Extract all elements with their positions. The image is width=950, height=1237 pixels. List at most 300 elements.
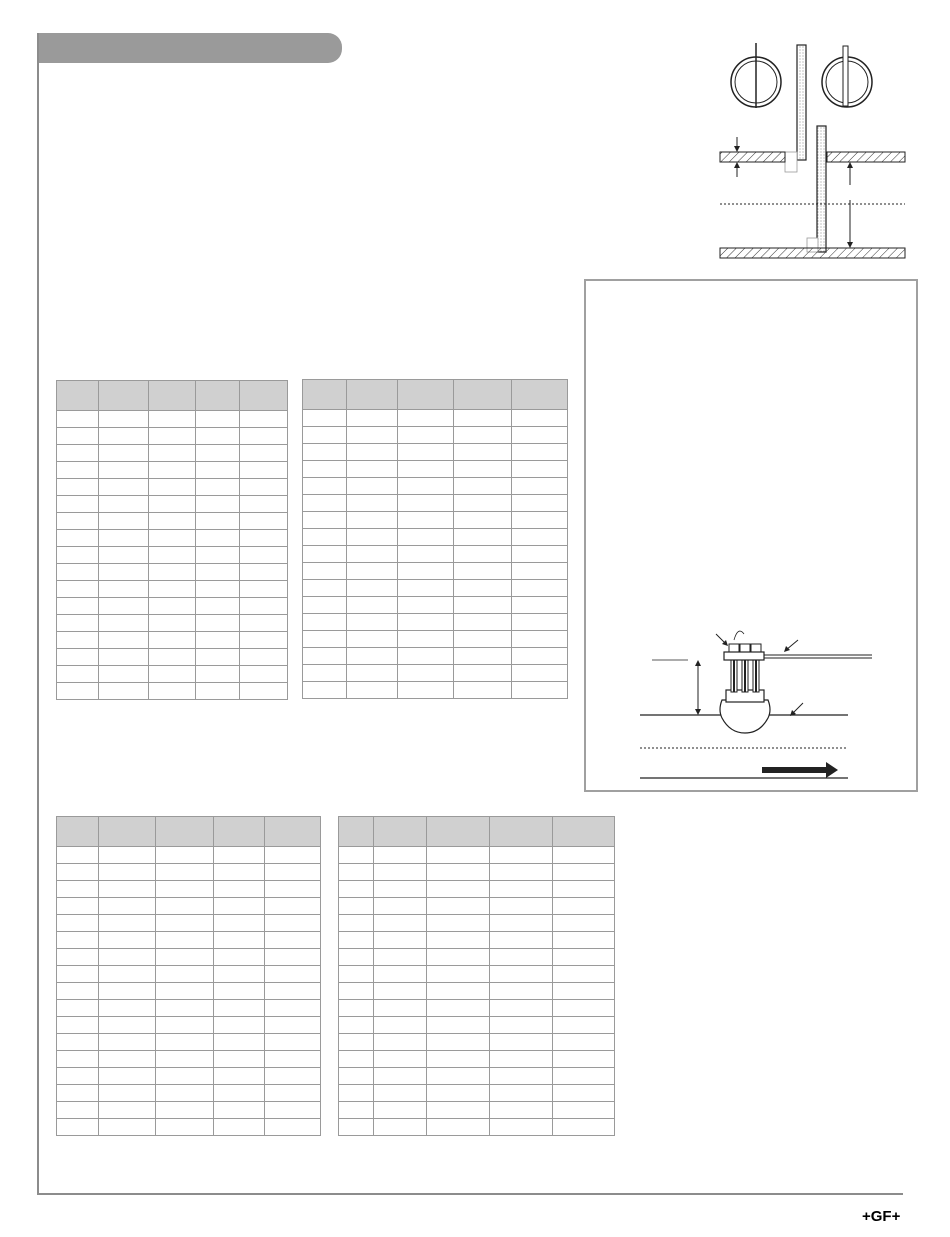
table-cell xyxy=(240,615,288,632)
table-cell xyxy=(57,932,99,949)
table-cell xyxy=(303,495,347,512)
table-cell xyxy=(156,1102,214,1119)
table-cell xyxy=(339,983,374,1000)
table-row xyxy=(303,444,568,461)
table-row xyxy=(57,966,321,983)
spec-table-bottom-left xyxy=(56,816,321,1136)
table-cell xyxy=(454,563,512,580)
table-cell xyxy=(303,478,347,495)
table-cell xyxy=(454,427,512,444)
table-cell xyxy=(374,915,427,932)
table-cell xyxy=(374,932,427,949)
table-cell xyxy=(99,496,149,513)
table-cell xyxy=(57,462,99,479)
table-cell xyxy=(490,1068,553,1085)
table-cell xyxy=(454,529,512,546)
table-cell xyxy=(149,581,196,598)
table-row xyxy=(57,496,288,513)
table-cell xyxy=(427,1051,490,1068)
table-cell xyxy=(512,495,568,512)
table-cell xyxy=(512,563,568,580)
table-row xyxy=(57,428,288,445)
table-cell xyxy=(99,1034,156,1051)
table-cell xyxy=(512,631,568,648)
table-cell xyxy=(398,614,454,631)
table-row xyxy=(57,581,288,598)
table-cell xyxy=(303,529,347,546)
table-cell xyxy=(398,546,454,563)
table-cell xyxy=(490,898,553,915)
table-cell xyxy=(156,864,214,881)
table-cell xyxy=(512,665,568,682)
table-row xyxy=(57,615,288,632)
table-cell xyxy=(303,665,347,682)
table-cell xyxy=(427,1102,490,1119)
table-cell xyxy=(454,580,512,597)
table-cell xyxy=(454,444,512,461)
table-row xyxy=(339,1017,615,1034)
table-row xyxy=(339,949,615,966)
table-cell xyxy=(99,1017,156,1034)
table-cell xyxy=(303,410,347,427)
table-row xyxy=(339,881,615,898)
table-cell xyxy=(99,683,149,700)
table-cell xyxy=(398,631,454,648)
table-cell xyxy=(374,1034,427,1051)
table-cell xyxy=(265,847,321,864)
table-cell xyxy=(196,530,240,547)
table-cell xyxy=(57,411,99,428)
table-cell xyxy=(265,949,321,966)
table-cell xyxy=(553,915,615,932)
table-row xyxy=(303,614,568,631)
table-cell xyxy=(303,512,347,529)
table-cell xyxy=(57,983,99,1000)
table-cell xyxy=(214,1102,265,1119)
table-row xyxy=(57,1000,321,1017)
table-row xyxy=(303,597,568,614)
table-cell xyxy=(490,1034,553,1051)
table-cell xyxy=(99,564,149,581)
table-cell xyxy=(512,597,568,614)
table-cell xyxy=(339,949,374,966)
table-cell xyxy=(512,461,568,478)
table-cell xyxy=(57,666,99,683)
table-cell xyxy=(99,581,149,598)
table-cell xyxy=(374,966,427,983)
table-cell xyxy=(214,1085,265,1102)
table-cell xyxy=(374,1017,427,1034)
table-cell xyxy=(427,932,490,949)
table-cell xyxy=(347,682,398,699)
table-header-row xyxy=(303,380,568,410)
table-cell xyxy=(156,881,214,898)
table-cell xyxy=(196,411,240,428)
table-cell xyxy=(265,915,321,932)
table-cell xyxy=(347,427,398,444)
table-cell xyxy=(553,1000,615,1017)
table-cell xyxy=(57,496,99,513)
table-cell xyxy=(214,1068,265,1085)
table-cell xyxy=(99,462,149,479)
table-cell xyxy=(454,597,512,614)
table-cell xyxy=(374,847,427,864)
table-cell xyxy=(427,898,490,915)
table-cell xyxy=(398,529,454,546)
table-cell xyxy=(99,983,156,1000)
table-cell xyxy=(339,932,374,949)
table-row xyxy=(339,915,615,932)
table-cell xyxy=(490,915,553,932)
table-cell xyxy=(57,632,99,649)
spec-table-bottom-right xyxy=(338,816,615,1136)
table-row xyxy=(57,445,288,462)
table-row xyxy=(303,427,568,444)
table-row xyxy=(303,512,568,529)
table-cell xyxy=(57,1017,99,1034)
table-cell xyxy=(339,966,374,983)
table-cell xyxy=(553,847,615,864)
table-cell xyxy=(339,881,374,898)
table-cell xyxy=(149,411,196,428)
table-cell xyxy=(156,983,214,1000)
table-cell xyxy=(240,598,288,615)
spec-table-top-left xyxy=(56,380,288,700)
table-cell xyxy=(57,564,99,581)
table-cell xyxy=(339,915,374,932)
table-cell xyxy=(347,665,398,682)
table-cell xyxy=(303,580,347,597)
table-cell xyxy=(347,410,398,427)
table-cell xyxy=(347,648,398,665)
table-cell xyxy=(57,881,99,898)
table-cell xyxy=(196,564,240,581)
table-cell xyxy=(156,1017,214,1034)
table-row xyxy=(339,1119,615,1136)
table-cell xyxy=(99,445,149,462)
table-row xyxy=(303,495,568,512)
table-cell xyxy=(214,847,265,864)
table-row xyxy=(57,932,321,949)
table-cell xyxy=(512,529,568,546)
table-cell xyxy=(149,547,196,564)
table-cell xyxy=(57,864,99,881)
table-cell xyxy=(374,1051,427,1068)
table-cell xyxy=(398,410,454,427)
table-cell xyxy=(490,847,553,864)
table-cell xyxy=(303,648,347,665)
table-cell xyxy=(57,1051,99,1068)
table-row xyxy=(303,461,568,478)
table-row xyxy=(339,1068,615,1085)
table-cell xyxy=(303,563,347,580)
table-cell xyxy=(398,597,454,614)
table-row xyxy=(339,1085,615,1102)
table-cell xyxy=(339,1068,374,1085)
table-cell xyxy=(490,983,553,1000)
table-cell xyxy=(156,949,214,966)
table-cell xyxy=(490,1017,553,1034)
table-cell xyxy=(196,496,240,513)
table-cell xyxy=(196,581,240,598)
table-row xyxy=(303,410,568,427)
table-cell xyxy=(553,983,615,1000)
table-cell xyxy=(149,462,196,479)
table-cell xyxy=(214,932,265,949)
table-cell xyxy=(265,898,321,915)
table-cell xyxy=(265,932,321,949)
table-cell xyxy=(374,983,427,1000)
table-cell xyxy=(196,462,240,479)
table-cell xyxy=(196,513,240,530)
table-cell xyxy=(374,1119,427,1136)
table-row xyxy=(57,649,288,666)
table-cell xyxy=(512,427,568,444)
table-row xyxy=(303,546,568,563)
table-cell xyxy=(57,915,99,932)
table-cell xyxy=(214,983,265,1000)
bottom-rule xyxy=(37,1193,903,1195)
table-cell xyxy=(347,631,398,648)
table-cell xyxy=(398,512,454,529)
table-cell xyxy=(303,461,347,478)
table-cell xyxy=(99,598,149,615)
table-cell xyxy=(196,547,240,564)
table-cell xyxy=(454,682,512,699)
table-cell xyxy=(553,932,615,949)
table-row xyxy=(339,983,615,1000)
table-cell xyxy=(240,649,288,666)
table-cell xyxy=(57,1102,99,1119)
table-row xyxy=(57,666,288,683)
table-cell xyxy=(512,478,568,495)
table-cell xyxy=(265,966,321,983)
table-cell xyxy=(347,597,398,614)
table-row xyxy=(57,547,288,564)
table-cell xyxy=(512,648,568,665)
table-row xyxy=(339,898,615,915)
table-cell xyxy=(398,648,454,665)
table-cell xyxy=(303,682,347,699)
table-cell xyxy=(57,530,99,547)
table-cell xyxy=(339,1119,374,1136)
table-row xyxy=(339,1034,615,1051)
table-cell xyxy=(196,649,240,666)
table-row xyxy=(57,632,288,649)
table-cell xyxy=(427,847,490,864)
table-cell xyxy=(490,1102,553,1119)
table-cell xyxy=(99,1068,156,1085)
table-cell xyxy=(240,513,288,530)
table-cell xyxy=(265,881,321,898)
table-cell xyxy=(303,427,347,444)
table-cell xyxy=(214,949,265,966)
table-cell xyxy=(427,966,490,983)
table-cell xyxy=(57,547,99,564)
table-cell xyxy=(149,598,196,615)
table-cell xyxy=(99,932,156,949)
table-cell xyxy=(156,1034,214,1051)
table-cell xyxy=(57,428,99,445)
table-row xyxy=(57,1051,321,1068)
table-cell xyxy=(265,1051,321,1068)
table-cell xyxy=(149,615,196,632)
table-cell xyxy=(347,495,398,512)
table-cell xyxy=(339,847,374,864)
table-cell xyxy=(347,546,398,563)
table-cell xyxy=(339,898,374,915)
table-cell xyxy=(265,1102,321,1119)
table-cell xyxy=(156,898,214,915)
pipe-insertion-diagram-icon xyxy=(715,40,915,270)
table-row xyxy=(57,949,321,966)
table-row xyxy=(339,847,615,864)
table-cell xyxy=(57,847,99,864)
table-cell xyxy=(149,513,196,530)
table-cell xyxy=(303,546,347,563)
table-row xyxy=(57,530,288,547)
table-cell xyxy=(240,479,288,496)
table-cell xyxy=(553,949,615,966)
brand-logo: +GF+ xyxy=(862,1208,901,1225)
table-cell xyxy=(57,445,99,462)
table-cell xyxy=(347,614,398,631)
table-cell xyxy=(398,682,454,699)
table-cell xyxy=(347,563,398,580)
table-cell xyxy=(553,864,615,881)
table-cell xyxy=(265,1119,321,1136)
table-row xyxy=(339,1000,615,1017)
table-cell xyxy=(553,898,615,915)
table-cell xyxy=(553,1017,615,1034)
table-cell xyxy=(374,881,427,898)
table-cell xyxy=(240,445,288,462)
table-cell xyxy=(454,461,512,478)
table-cell xyxy=(156,932,214,949)
table-cell xyxy=(57,513,99,530)
left-margin-rule xyxy=(37,33,39,1195)
table-cell xyxy=(196,445,240,462)
table-cell xyxy=(149,496,196,513)
table-cell xyxy=(99,1119,156,1136)
table-cell xyxy=(427,983,490,1000)
section-title-tab xyxy=(38,33,342,63)
table-header-row xyxy=(57,817,321,847)
table-cell xyxy=(149,683,196,700)
table-cell xyxy=(240,632,288,649)
table-cell xyxy=(454,665,512,682)
table-cell xyxy=(553,966,615,983)
table-cell xyxy=(265,1085,321,1102)
table-cell xyxy=(427,915,490,932)
table-cell xyxy=(490,1085,553,1102)
table-row xyxy=(303,665,568,682)
table-cell xyxy=(149,632,196,649)
table-cell xyxy=(347,444,398,461)
table-cell xyxy=(99,949,156,966)
table-cell xyxy=(454,546,512,563)
table-cell xyxy=(196,666,240,683)
table-cell xyxy=(57,898,99,915)
table-cell xyxy=(214,1000,265,1017)
table-cell xyxy=(196,632,240,649)
table-cell xyxy=(265,1000,321,1017)
table-cell xyxy=(454,648,512,665)
table-cell xyxy=(303,631,347,648)
table-cell xyxy=(214,881,265,898)
table-cell xyxy=(99,530,149,547)
table-cell xyxy=(214,864,265,881)
table-cell xyxy=(240,666,288,683)
table-row xyxy=(57,864,321,881)
table-cell xyxy=(490,966,553,983)
table-cell xyxy=(553,1102,615,1119)
table-cell xyxy=(454,478,512,495)
table-cell xyxy=(427,1017,490,1034)
table-cell xyxy=(398,427,454,444)
table-cell xyxy=(99,666,149,683)
table-cell xyxy=(454,495,512,512)
table-cell xyxy=(347,512,398,529)
table-cell xyxy=(57,1085,99,1102)
table-cell xyxy=(214,915,265,932)
table-cell xyxy=(57,1000,99,1017)
table-cell xyxy=(99,649,149,666)
table-cell xyxy=(398,580,454,597)
table-cell xyxy=(240,411,288,428)
table-cell xyxy=(156,1085,214,1102)
table-cell xyxy=(374,898,427,915)
table-cell xyxy=(240,462,288,479)
table-cell xyxy=(99,1102,156,1119)
table-cell xyxy=(99,632,149,649)
table-cell xyxy=(374,864,427,881)
table-cell xyxy=(149,428,196,445)
table-cell xyxy=(149,445,196,462)
table-cell xyxy=(196,598,240,615)
table-row xyxy=(339,1102,615,1119)
table-row xyxy=(339,932,615,949)
table-cell xyxy=(57,949,99,966)
table-cell xyxy=(99,547,149,564)
table-cell xyxy=(196,683,240,700)
table-cell xyxy=(240,683,288,700)
table-cell xyxy=(57,966,99,983)
table-cell xyxy=(398,665,454,682)
table-row xyxy=(303,529,568,546)
table-cell xyxy=(214,966,265,983)
table-cell xyxy=(57,1119,99,1136)
table-row xyxy=(57,881,321,898)
table-cell xyxy=(512,410,568,427)
table-row xyxy=(57,411,288,428)
table-row xyxy=(57,898,321,915)
table-row xyxy=(57,1102,321,1119)
table-row xyxy=(57,564,288,581)
table-row xyxy=(57,598,288,615)
table-row xyxy=(57,1068,321,1085)
spec-table-top-right xyxy=(302,379,568,699)
table-cell xyxy=(339,864,374,881)
table-cell xyxy=(149,666,196,683)
table-row xyxy=(57,513,288,530)
table-cell xyxy=(454,614,512,631)
table-cell xyxy=(398,563,454,580)
table-cell xyxy=(347,580,398,597)
table-row xyxy=(303,563,568,580)
table-cell xyxy=(512,580,568,597)
table-cell xyxy=(398,444,454,461)
